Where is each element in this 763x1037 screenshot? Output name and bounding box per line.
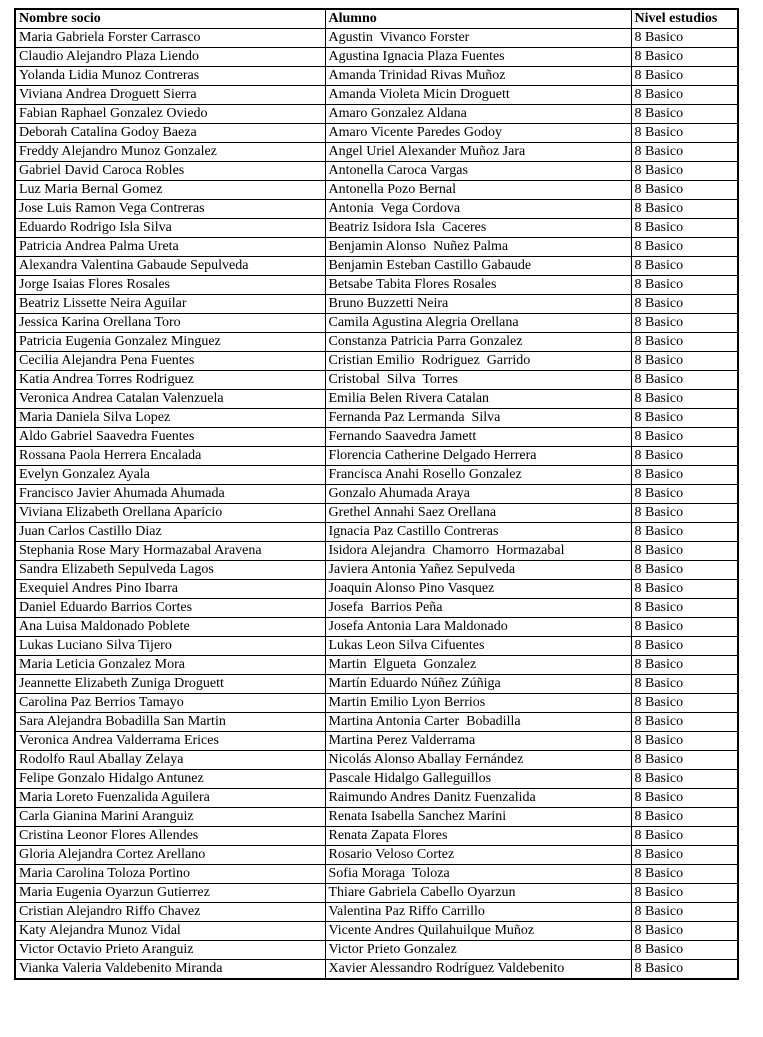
table-row bbox=[15, 466, 738, 485]
socio-cell: Katia Andrea Torres Rodriguez bbox=[15, 371, 325, 390]
alumno-cell: Amaro Gonzalez Aldana bbox=[325, 105, 631, 124]
alumno-cell: Benjamin Alonso Nuñez Palma bbox=[325, 238, 631, 257]
socio-cell: Yolanda Lidia Munoz Contreras bbox=[15, 67, 325, 86]
socio-cell: Lukas Luciano Silva Tijero bbox=[15, 637, 325, 656]
table-row bbox=[15, 428, 738, 447]
alumno-cell: Bruno Buzzetti Neira bbox=[325, 295, 631, 314]
table-row bbox=[15, 618, 738, 637]
alumno-cell: Florencia Catherine Delgado Herrera bbox=[325, 447, 631, 466]
table-row bbox=[15, 447, 738, 466]
alumno-cell: Javiera Antonia Yañez Sepulveda bbox=[325, 561, 631, 580]
nivel-cell: 8 Basico bbox=[631, 485, 738, 504]
table-row bbox=[15, 143, 738, 162]
table-row bbox=[15, 162, 738, 181]
table-row bbox=[15, 884, 738, 903]
members-students-table bbox=[14, 8, 739, 980]
table-row bbox=[15, 523, 738, 542]
table-row bbox=[15, 276, 738, 295]
table-row bbox=[15, 29, 738, 48]
table-row bbox=[15, 295, 738, 314]
alumno-cell: Martín Eduardo Núñez Zúñiga bbox=[325, 675, 631, 694]
alumno-cell: Joaquin Alonso Pino Vasquez bbox=[325, 580, 631, 599]
socio-cell: Jessica Karina Orellana Toro bbox=[15, 314, 325, 333]
socio-cell: Sara Alejandra Bobadilla San Martin bbox=[15, 713, 325, 732]
nivel-cell: 8 Basico bbox=[631, 143, 738, 162]
nivel-cell: 8 Basico bbox=[631, 637, 738, 656]
alumno-cell: Amaro Vicente Paredes Godoy bbox=[325, 124, 631, 143]
table-row bbox=[15, 960, 738, 980]
nivel-cell: 8 Basico bbox=[631, 257, 738, 276]
nivel-cell: 8 Basico bbox=[631, 561, 738, 580]
alumno-cell: Constanza Patricia Parra Gonzalez bbox=[325, 333, 631, 352]
socio-cell: Luz Maria Bernal Gomez bbox=[15, 181, 325, 200]
socio-cell: Beatriz Lissette Neira Aguilar bbox=[15, 295, 325, 314]
table-row bbox=[15, 865, 738, 884]
alumno-cell: Cristian Emilio Rodriguez Garrido bbox=[325, 352, 631, 371]
alumno-cell: Josefa Barrios Peña bbox=[325, 599, 631, 618]
table-row bbox=[15, 542, 738, 561]
table-row bbox=[15, 846, 738, 865]
nivel-cell: 8 Basico bbox=[631, 789, 738, 808]
alumno-cell: Agustina Ignacia Plaza Fuentes bbox=[325, 48, 631, 67]
alumno-cell: Sofia Moraga Toloza bbox=[325, 865, 631, 884]
table-row bbox=[15, 675, 738, 694]
socio-cell: Jeannette Elizabeth Zuniga Droguett bbox=[15, 675, 325, 694]
nivel-cell: 8 Basico bbox=[631, 884, 738, 903]
alumno-cell: Martin Elgueta Gonzalez bbox=[325, 656, 631, 675]
nivel-cell: 8 Basico bbox=[631, 219, 738, 238]
table-row bbox=[15, 485, 738, 504]
table-row bbox=[15, 390, 738, 409]
nivel-cell: 8 Basico bbox=[631, 238, 738, 257]
table-row bbox=[15, 409, 738, 428]
table-row bbox=[15, 219, 738, 238]
nivel-cell: 8 Basico bbox=[631, 542, 738, 561]
alumno-cell: Josefa Antonia Lara Maldonado bbox=[325, 618, 631, 637]
socio-cell: Victor Octavio Prieto Aranguiz bbox=[15, 941, 325, 960]
nivel-cell: 8 Basico bbox=[631, 675, 738, 694]
nivel-cell: 8 Basico bbox=[631, 732, 738, 751]
table-row bbox=[15, 124, 738, 143]
alumno-cell: Gonzalo Ahumada Araya bbox=[325, 485, 631, 504]
socio-cell: Rodolfo Raul Aballay Zelaya bbox=[15, 751, 325, 770]
socio-cell: Maria Daniela Silva Lopez bbox=[15, 409, 325, 428]
alumno-cell: Martina Perez Valderrama bbox=[325, 732, 631, 751]
table-header bbox=[15, 9, 738, 29]
nivel-cell: 8 Basico bbox=[631, 447, 738, 466]
socio-cell: Viviana Elizabeth Orellana Aparicio bbox=[15, 504, 325, 523]
alumno-cell: Thiare Gabriela Cabello Oyarzun bbox=[325, 884, 631, 903]
socio-cell: Maria Loreto Fuenzalida Aguilera bbox=[15, 789, 325, 808]
socio-cell: Cristina Leonor Flores Allendes bbox=[15, 827, 325, 846]
nivel-cell: 8 Basico bbox=[631, 523, 738, 542]
socio-cell: Jorge Isaias Flores Rosales bbox=[15, 276, 325, 295]
alumno-cell: Camila Agustina Alegria Orellana bbox=[325, 314, 631, 333]
socio-cell: Carla Gianina Marini Aranguiz bbox=[15, 808, 325, 827]
nivel-cell: 8 Basico bbox=[631, 29, 738, 48]
socio-cell: Katy Alejandra Munoz Vidal bbox=[15, 922, 325, 941]
alumno-cell: Antonella Pozo Bernal bbox=[325, 181, 631, 200]
socio-cell: Daniel Eduardo Barrios Cortes bbox=[15, 599, 325, 618]
socio-cell: Gabriel David Caroca Robles bbox=[15, 162, 325, 181]
nivel-cell: 8 Basico bbox=[631, 751, 738, 770]
alumno-cell: Fernanda Paz Lermanda Silva bbox=[325, 409, 631, 428]
alumno-cell: Martina Antonia Carter Bobadilla bbox=[325, 713, 631, 732]
nivel-cell: 8 Basico bbox=[631, 618, 738, 637]
socio-cell: Eduardo Rodrigo Isla Silva bbox=[15, 219, 325, 238]
nivel-cell: 8 Basico bbox=[631, 941, 738, 960]
nivel-cell: 8 Basico bbox=[631, 504, 738, 523]
nivel-cell: 8 Basico bbox=[631, 86, 738, 105]
alumno-cell: Betsabe Tabita Flores Rosales bbox=[325, 276, 631, 295]
alumno-cell: Antonia Vega Cordova bbox=[325, 200, 631, 219]
nivel-cell: 8 Basico bbox=[631, 770, 738, 789]
table-row bbox=[15, 580, 738, 599]
alumno-cell: Lukas Leon Silva Cifuentes bbox=[325, 637, 631, 656]
socio-cell: Sandra Elizabeth Sepulveda Lagos bbox=[15, 561, 325, 580]
nivel-cell: 8 Basico bbox=[631, 295, 738, 314]
table-row bbox=[15, 48, 738, 67]
alumno-cell: Nicolás Alonso Aballay Fernández bbox=[325, 751, 631, 770]
table-row bbox=[15, 352, 738, 371]
nivel-cell: 8 Basico bbox=[631, 922, 738, 941]
alumno-cell: Cristobal Silva Torres bbox=[325, 371, 631, 390]
alumno-cell: Francisca Anahi Rosello Gonzalez bbox=[325, 466, 631, 485]
nivel-cell: 8 Basico bbox=[631, 181, 738, 200]
socio-cell: Veronica Andrea Valderrama Erices bbox=[15, 732, 325, 751]
nivel-cell: 8 Basico bbox=[631, 162, 738, 181]
socio-cell: Viviana Andrea Droguett Sierra bbox=[15, 86, 325, 105]
alumno-cell: Benjamin Esteban Castillo Gabaude bbox=[325, 257, 631, 276]
nivel-cell: 8 Basico bbox=[631, 105, 738, 124]
table-row bbox=[15, 751, 738, 770]
alumno-cell: Amanda Trinidad Rivas Muñoz bbox=[325, 67, 631, 86]
table-body bbox=[15, 29, 738, 980]
socio-cell: Aldo Gabriel Saavedra Fuentes bbox=[15, 428, 325, 447]
table-row bbox=[15, 257, 738, 276]
socio-cell: Evelyn Gonzalez Ayala bbox=[15, 466, 325, 485]
alumno-cell: Amanda Violeta Micin Droguett bbox=[325, 86, 631, 105]
socio-cell: Maria Carolina Toloza Portino bbox=[15, 865, 325, 884]
nivel-cell: 8 Basico bbox=[631, 656, 738, 675]
socio-cell: Juan Carlos Castillo Diaz bbox=[15, 523, 325, 542]
nivel-cell: 8 Basico bbox=[631, 960, 738, 980]
nivel-cell: 8 Basico bbox=[631, 865, 738, 884]
table-row bbox=[15, 732, 738, 751]
nivel-cell: 8 Basico bbox=[631, 390, 738, 409]
nivel-cell: 8 Basico bbox=[631, 67, 738, 86]
socio-cell: Fabian Raphael Gonzalez Oviedo bbox=[15, 105, 325, 124]
socio-cell: Freddy Alejandro Munoz Gonzalez bbox=[15, 143, 325, 162]
table-row bbox=[15, 504, 738, 523]
nivel-cell: 8 Basico bbox=[631, 694, 738, 713]
socio-cell: Carolina Paz Berrios Tamayo bbox=[15, 694, 325, 713]
nivel-cell: 8 Basico bbox=[631, 713, 738, 732]
table-row bbox=[15, 200, 738, 219]
socio-cell: Patricia Eugenia Gonzalez Minguez bbox=[15, 333, 325, 352]
nivel-cell: 8 Basico bbox=[631, 314, 738, 333]
table-row bbox=[15, 656, 738, 675]
socio-cell: Jose Luis Ramon Vega Contreras bbox=[15, 200, 325, 219]
table-row bbox=[15, 922, 738, 941]
table-row bbox=[15, 181, 738, 200]
table-row bbox=[15, 561, 738, 580]
nivel-cell: 8 Basico bbox=[631, 124, 738, 143]
table-row bbox=[15, 827, 738, 846]
table-row bbox=[15, 941, 738, 960]
socio-cell: Claudio Alejandro Plaza Liendo bbox=[15, 48, 325, 67]
column-header-alumno: Alumno bbox=[325, 9, 631, 29]
nivel-cell: 8 Basico bbox=[631, 333, 738, 352]
nivel-cell: 8 Basico bbox=[631, 409, 738, 428]
table-row bbox=[15, 713, 738, 732]
alumno-cell: Rosario Veloso Cortez bbox=[325, 846, 631, 865]
nivel-cell: 8 Basico bbox=[631, 428, 738, 447]
socio-cell: Cecilia Alejandra Pena Fuentes bbox=[15, 352, 325, 371]
table-row bbox=[15, 67, 738, 86]
nivel-cell: 8 Basico bbox=[631, 48, 738, 67]
socio-cell: Rossana Paola Herrera Encalada bbox=[15, 447, 325, 466]
alumno-cell: Martin Emilio Lyon Berrios bbox=[325, 694, 631, 713]
alumno-cell: Xavier Alessandro Rodríguez Valdebenito bbox=[325, 960, 631, 980]
nivel-cell: 8 Basico bbox=[631, 580, 738, 599]
alumno-cell: Antonella Caroca Vargas bbox=[325, 162, 631, 181]
alumno-cell: Isidora Alejandra Chamorro Hormazabal bbox=[325, 542, 631, 561]
table-row bbox=[15, 105, 738, 124]
table-row bbox=[15, 808, 738, 827]
socio-cell: Francisco Javier Ahumada Ahumada bbox=[15, 485, 325, 504]
alumno-cell: Grethel Annahi Saez Orellana bbox=[325, 504, 631, 523]
table-row bbox=[15, 333, 738, 352]
socio-cell: Veronica Andrea Catalan Valenzuela bbox=[15, 390, 325, 409]
alumno-cell: Pascale Hidalgo Galleguillos bbox=[325, 770, 631, 789]
socio-cell: Exequiel Andres Pino Ibarra bbox=[15, 580, 325, 599]
alumno-cell: Emilia Belen Rivera Catalan bbox=[325, 390, 631, 409]
table-row bbox=[15, 314, 738, 333]
column-header-nivel-estudios: Nivel estudios bbox=[631, 9, 738, 29]
table-row bbox=[15, 903, 738, 922]
socio-cell: Deborah Catalina Godoy Baeza bbox=[15, 124, 325, 143]
nivel-cell: 8 Basico bbox=[631, 827, 738, 846]
table-row bbox=[15, 694, 738, 713]
nivel-cell: 8 Basico bbox=[631, 276, 738, 295]
alumno-cell: Agustin Vivanco Forster bbox=[325, 29, 631, 48]
alumno-cell: Fernando Saavedra Jamett bbox=[325, 428, 631, 447]
table-row bbox=[15, 238, 738, 257]
nivel-cell: 8 Basico bbox=[631, 808, 738, 827]
alumno-cell: Raimundo Andres Danitz Fuenzalida bbox=[325, 789, 631, 808]
socio-cell: Maria Leticia Gonzalez Mora bbox=[15, 656, 325, 675]
socio-cell: Alexandra Valentina Gabaude Sepulveda bbox=[15, 257, 325, 276]
header-row bbox=[15, 9, 738, 29]
socio-cell: Cristian Alejandro Riffo Chavez bbox=[15, 903, 325, 922]
alumno-cell: Angel Uriel Alexander Muñoz Jara bbox=[325, 143, 631, 162]
alumno-cell: Vicente Andres Quilahuilque Muñoz bbox=[325, 922, 631, 941]
socio-cell: Vianka Valeria Valdebenito Miranda bbox=[15, 960, 325, 980]
nivel-cell: 8 Basico bbox=[631, 200, 738, 219]
socio-cell: Maria Gabriela Forster Carrasco bbox=[15, 29, 325, 48]
table-row bbox=[15, 770, 738, 789]
socio-cell: Ana Luisa Maldonado Poblete bbox=[15, 618, 325, 637]
column-header-nombre-socio: Nombre socio bbox=[15, 9, 325, 29]
nivel-cell: 8 Basico bbox=[631, 466, 738, 485]
alumno-cell: Renata Zapata Flores bbox=[325, 827, 631, 846]
table-row bbox=[15, 86, 738, 105]
alumno-cell: Victor Prieto Gonzalez bbox=[325, 941, 631, 960]
nivel-cell: 8 Basico bbox=[631, 371, 738, 390]
alumno-cell: Ignacia Paz Castillo Contreras bbox=[325, 523, 631, 542]
alumno-cell: Valentina Paz Riffo Carrillo bbox=[325, 903, 631, 922]
alumno-cell: Renata Isabella Sanchez Marini bbox=[325, 808, 631, 827]
table-row bbox=[15, 599, 738, 618]
nivel-cell: 8 Basico bbox=[631, 352, 738, 371]
socio-cell: Maria Eugenia Oyarzun Gutierrez bbox=[15, 884, 325, 903]
nivel-cell: 8 Basico bbox=[631, 903, 738, 922]
table-row bbox=[15, 371, 738, 390]
socio-cell: Stephania Rose Mary Hormazabal Aravena bbox=[15, 542, 325, 561]
socio-cell: Felipe Gonzalo Hidalgo Antunez bbox=[15, 770, 325, 789]
nivel-cell: 8 Basico bbox=[631, 846, 738, 865]
socio-cell: Gloria Alejandra Cortez Arellano bbox=[15, 846, 325, 865]
alumno-cell: Beatriz Isidora Isla Caceres bbox=[325, 219, 631, 238]
table-row bbox=[15, 789, 738, 808]
table-row bbox=[15, 637, 738, 656]
nivel-cell: 8 Basico bbox=[631, 599, 738, 618]
socio-cell: Patricia Andrea Palma Ureta bbox=[15, 238, 325, 257]
